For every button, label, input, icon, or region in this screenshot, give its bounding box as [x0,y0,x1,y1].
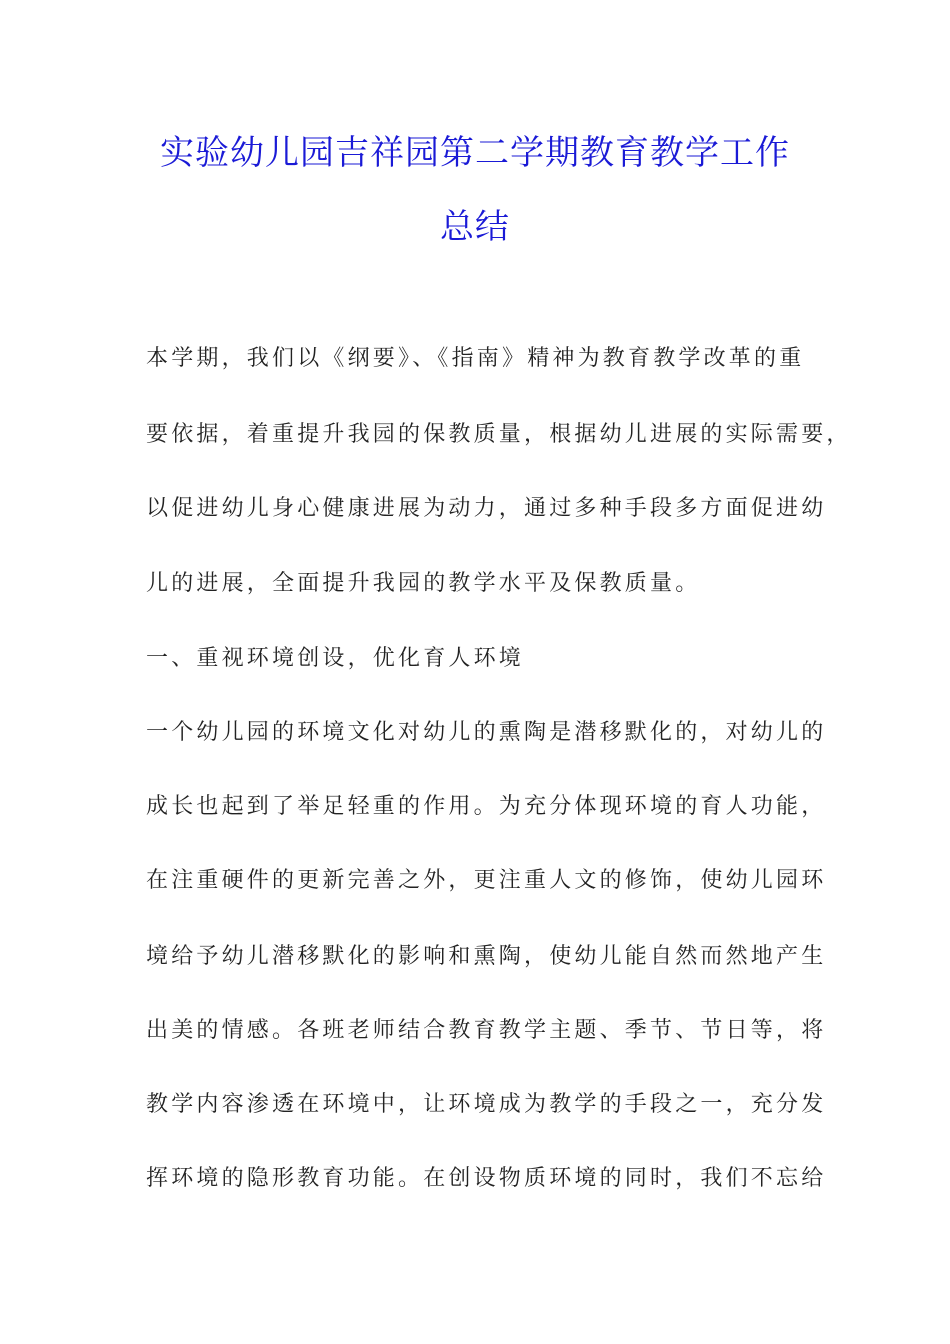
document-title-line-1: 实验幼儿园吉祥园第二学期教育教学工作 [160,133,790,173]
paragraph-line: 挥环境的隐形教育功能。在创设物质环境的同时，我们不忘给 [146,1166,827,1191]
paragraph-line: 境给予幼儿潜移默化的影响和熏陶，使幼儿能自然而然地产生 [146,944,827,969]
paragraph-line: 出美的情感。各班老师结合教育教学主题、季节、节日等，将 [146,1018,827,1043]
paragraph-line: 一个幼儿园的环境文化对幼儿的熏陶是潜移默化的，对幼儿的 [146,720,827,745]
section-heading: 一、重视环境创设，优化育人环境 [146,646,525,671]
paragraph-line: 以促进幼儿身心健康进展为动力，通过多种手段多方面促进幼 [146,496,827,521]
document-title-line-2: 总结 [440,207,510,247]
paragraph-line: 本学期，我们以《纲要》、《指南》精神为教育教学改革的重 [146,346,805,371]
paragraph-line: 成长也起到了举足轻重的作用。为充分体现环境的育人功能， [146,794,827,819]
paragraph-line: 儿的进展，全面提升我园的教学水平及保教质量。 [146,571,701,596]
paragraph-line: 在注重硬件的更新完善之外，更注重人文的修饰，使幼儿园环 [146,868,827,893]
paragraph-line: 要依据，着重提升我园的保教质量，根据幼儿进展的实际需要， [146,422,852,447]
paragraph-line: 教学内容渗透在环境中，让环境成为教学的手段之一，充分发 [146,1092,827,1117]
